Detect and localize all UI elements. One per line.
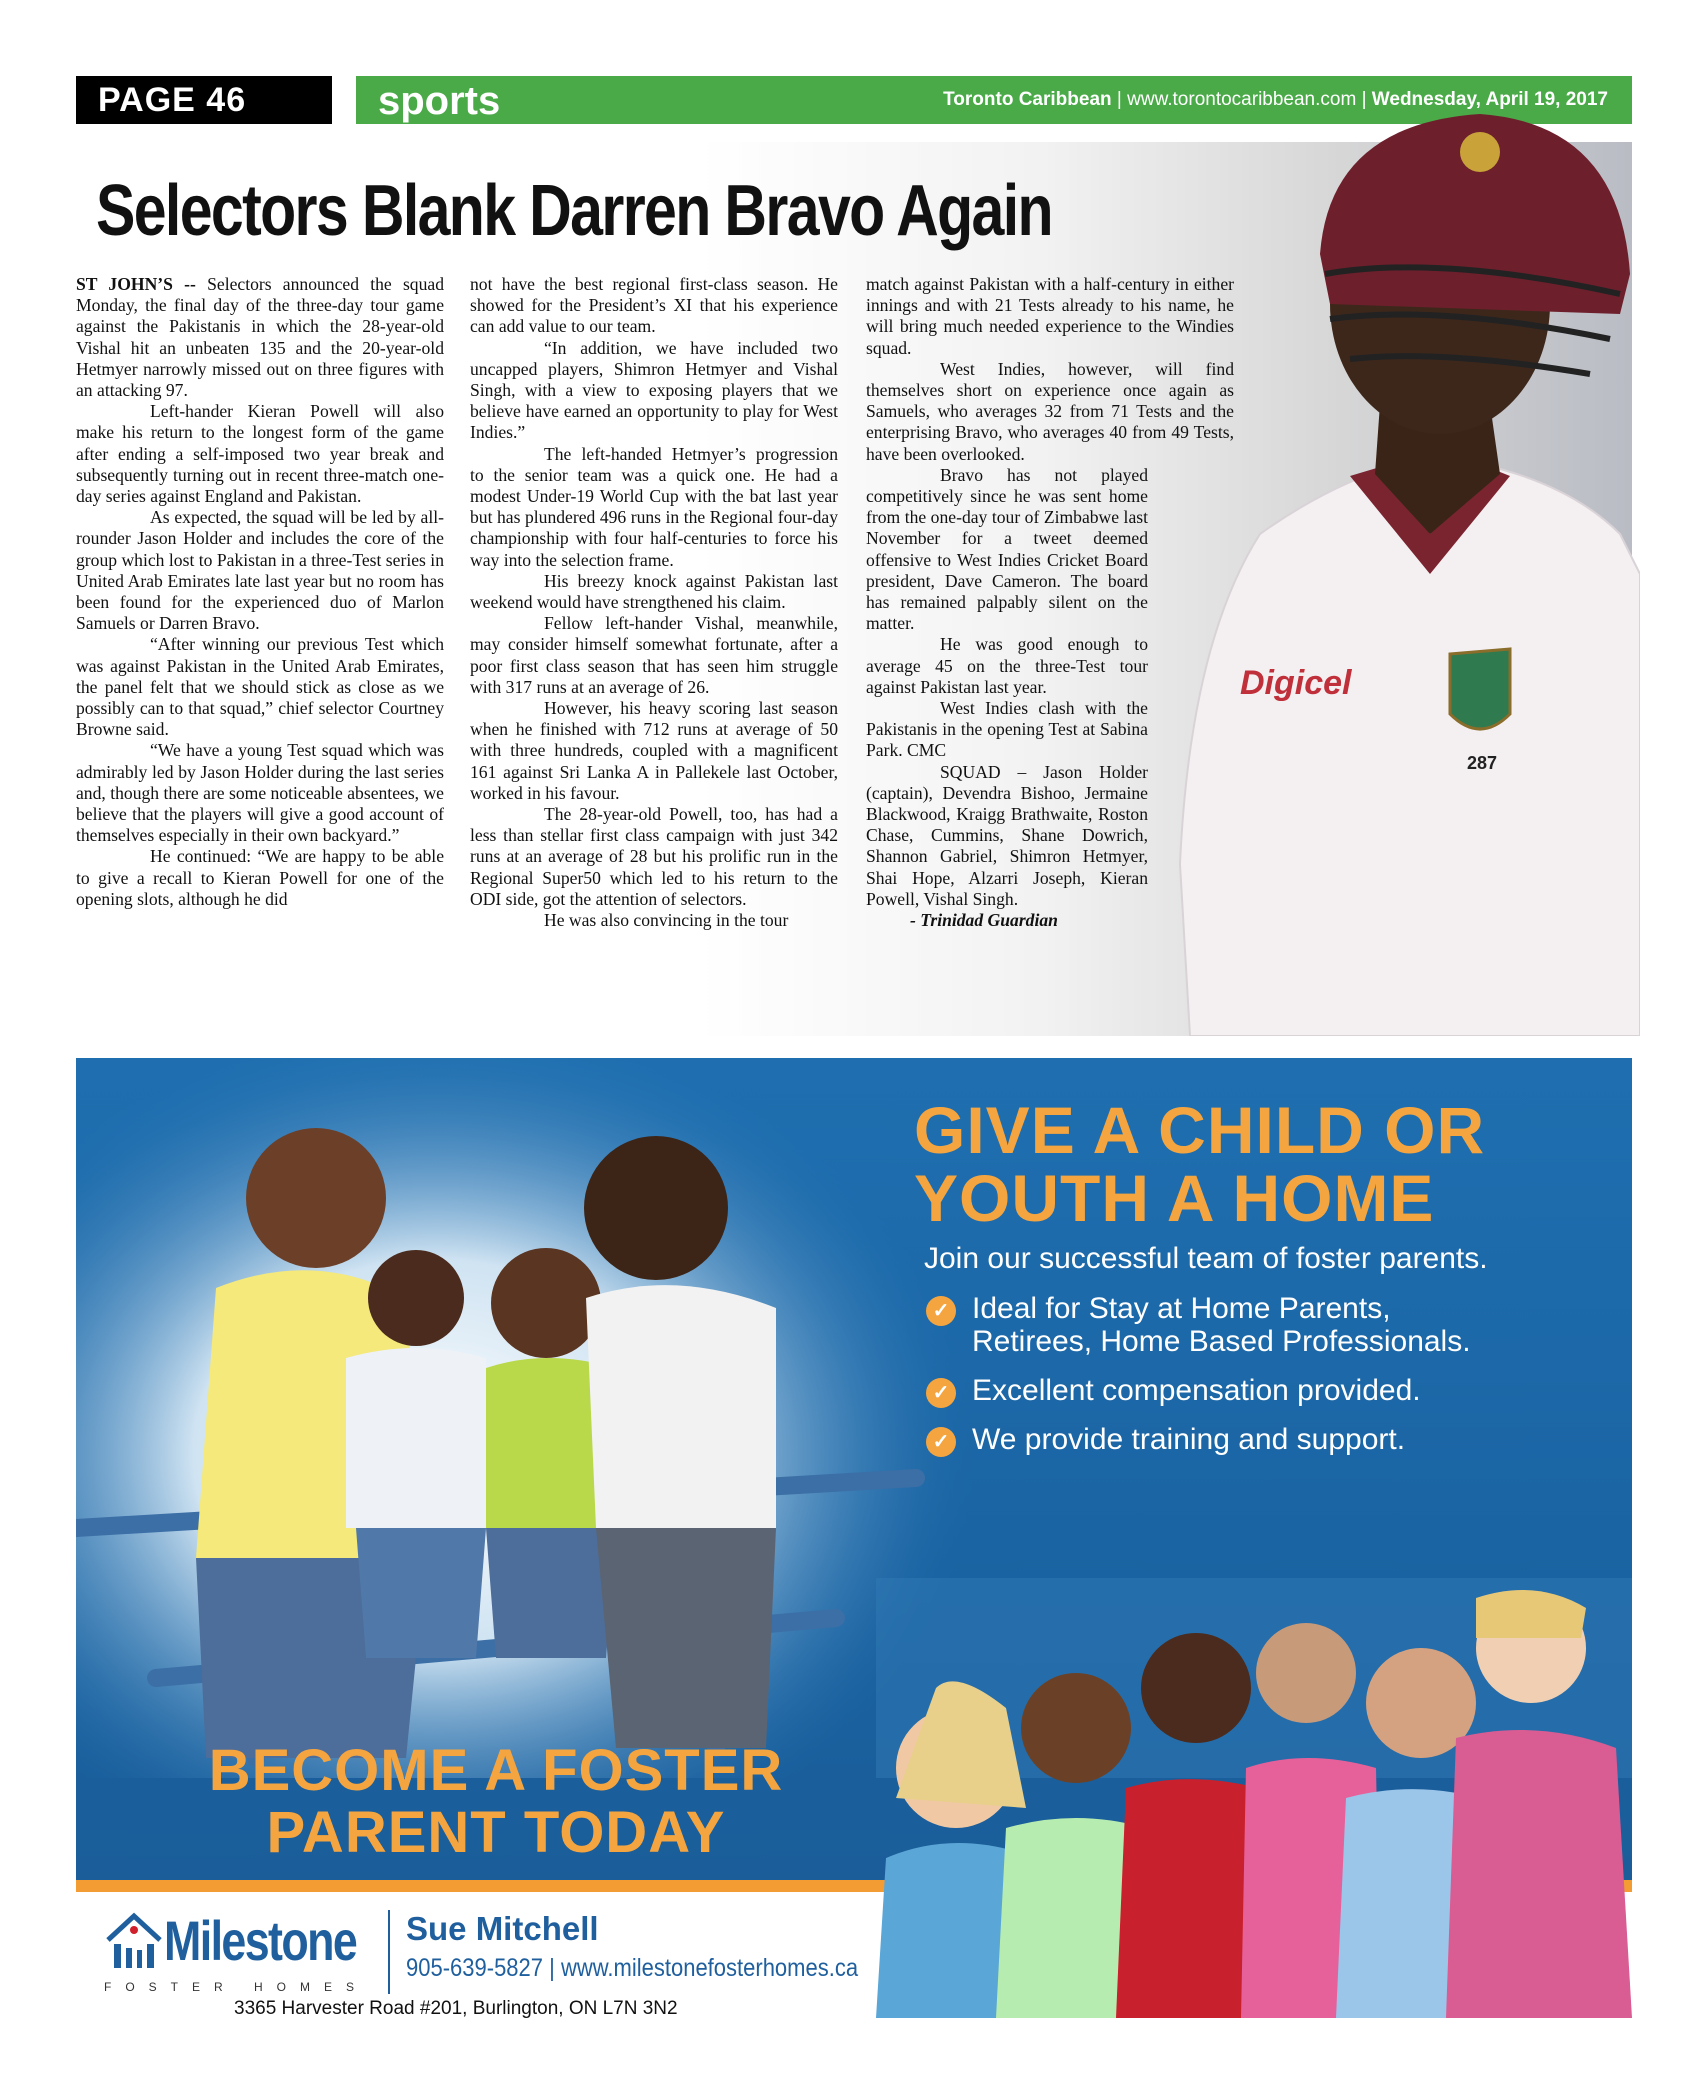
article-paragraph [76,274,444,401]
squad-list: SQUAD – Jason Holder (captain), Devendra Bishoo, Jermaine Blackwood, Kraigg Brathwaite, Roston Chase, Cummins, Shane Dowrich, Shannon Gabriel, Shimron Hetmyer, Shai Hope, Alzarri Joseph, Kieran Powell, Vishal Singh. [866,761,1148,909]
masthead: Toronto Caribbean | www.torontocaribbean.com | Wednesday, April 19, 2017 [943,89,1608,110]
publication-website[interactable]: www.torontocaribbean.com [1127,89,1357,110]
benefit-text: Retirees, Home Based Professionals. [972,1325,1471,1358]
contact-address: 3365 Harvester Road #201, Burlington, ON L7N 3N2 [234,1998,678,2018]
ad-intro: Join our successful team of foster parents. [924,1242,1488,1275]
article-paragraph: Fellow left-hander Vishal, meanwhile, may consider himself somewhat fortunate, after a poor first class season that has seen him struggle with 317 runs at an average of 26. [470,613,838,697]
benefit-text: Ideal for Stay at Home Parents, [972,1292,1391,1325]
boy-head [368,1250,464,1346]
article-column-3 [866,274,1234,931]
article-column-1 [76,274,444,910]
article-paragraph: not have the best regional first-class season. He showed for the President’s XI that his experience can add value to our team. [470,274,838,337]
article-paragraph: “In addition, we have included two uncapped players, Shimron Hetmyer and Vishal Singh, with a view to exposing players that we believe have earned an opportunity to play for West Indies.” [470,337,838,443]
check-icon: ✓ [926,1296,956,1326]
girl-head [491,1248,601,1358]
family-photo [76,1058,976,1778]
issue-date: Wednesday, April 19, 2017 [1371,89,1608,110]
dateline: ST JOHN’S -- [76,274,196,294]
benefit-item [926,1374,1471,1407]
boy-legs [356,1528,486,1658]
ad-call-to-action [106,1740,886,1864]
publication-name: Toronto Caribbean [943,89,1112,110]
article-paragraph: The 28-year-old Powell, too, has had a less than stellar first class campaign with just 342 runs at an average of 28 but his prolific run in the Regional Super50 which led to his return to the ODI side, got the attention of selectors. [470,804,838,909]
article-source: - Trinidad Guardian [910,910,1058,931]
contact-name: Sue Mitchell [406,1910,599,1947]
father-legs [596,1528,776,1748]
benefit-text: We provide training and support. [972,1423,1406,1456]
foster-parent-advertisement[interactable] [76,1058,1632,2018]
contact-phone[interactable]: 905-639-5827 [406,1954,544,1982]
father-head [584,1136,728,1280]
benefit-text: Excellent compensation provided. [972,1374,1421,1407]
article-paragraph: He continued: “We are happy to be able to give a recall to Kieran Powell for one of the opening slots, although he did [76,846,444,909]
article-paragraph: His breezy knock against Pakistan last weekend would have strengthened his claim. [470,570,838,613]
milestone-logo-text: Milestone [164,1909,357,1972]
article-paragraph: Bravo has not played competitively since he was sent home from the one-day tour of Zimbabwe last November for a tweet deemed offensive to West Indies Cricket Board president, Dave Cameron. The board has remained palpably silent on the matter. [866,464,1148,634]
girl-legs [486,1528,616,1658]
article-paragraph: As expected, the squad will be led by all-rounder Jason Holder and includes the core of the group which lost to Pakistan in a three-Test series in United Arab Emirates late last year but no room has been found for the experienced duo of Marlon Samuels or Darren Bravo. [76,507,444,634]
helmet-crest-icon [1460,132,1500,172]
shirt-sponsor: Digicel [1240,664,1352,702]
contact-line: 905-639-5827 | www.milestonefosterhomes.ca [406,1954,859,1982]
father-body [586,1285,776,1528]
milestone-logo-subtitle: FOSTER HOMES [104,1980,369,1994]
article-paragraph: West Indies clash with the Pakistanis in the opening Test at Sabina Park. CMC [866,698,1148,761]
article-paragraph: The left-handed Hetmyer’s progression to the senior team was a quick one. He had a modest Under-19 World Cup with the bat last year but has plundered 496 runs in the Regional four-day championship with four half-centuries to force his way into the selection frame. [470,443,838,570]
article-paragraph: “After winning our previous Test which was against Pakistan in the United Arab Emirates, the panel felt that we should stick as close as we possibly can to that squad,” chief selector Courtney Browne said. [76,634,444,740]
ad-heading-line: YOUTH A HOME [914,1161,1435,1235]
benefit-item [926,1292,1471,1358]
article-paragraph: He was also convincing in the tour [544,910,789,931]
mother-head [246,1128,386,1268]
logo-divider [388,1910,390,1994]
check-icon: ✓ [926,1427,956,1457]
article-paragraph: West Indies, however, will find themselves short on experience once again as Samuels, who averages 32 from 71 Tests and the enterprising Bravo, who averages 40 from 49 Tests, have been overlooked. [866,358,1234,464]
article-headline: Selectors Blank Darren Bravo Again [96,171,1052,251]
paragraph-text: Selectors announced the squad Monday, the final day of the three-day tour game against the Pakistanis in which the 28-year-old Vishal hit an unbeaten 135 and the 20-year-old Hetmyer narrowly missed out on three figures with an attacking 97. [76,274,444,401]
cta-line: PARENT TODAY [266,1800,726,1865]
article-paragraph: “We have a young Test squad which was admirably led by Jason Holder during the last series and, though there are some noticeable absentees, we believe that the players will give a good account of themselves especially in their own backyard.” [76,740,444,846]
article-column-2 [470,274,838,931]
milestone-logo-icon [104,1910,164,1976]
check-icon: ✓ [926,1378,956,1408]
contact-website[interactable]: www.milestonefosterhomes.ca [560,1954,859,1982]
cta-line: BECOME A FOSTER [208,1738,784,1803]
article-paragraph: He was good enough to average 45 on the three-Test tour against Pakistan last year. [866,634,1148,697]
children-group-photo [876,1578,1632,2018]
benefit-item [926,1423,1471,1456]
page-number-label: PAGE 46 [76,76,332,124]
ad-heading [914,1093,1486,1235]
windies-badge-icon [1450,649,1510,729]
article-paragraph: match against Pakistan with a half-century in either innings and with 21 Tests already to his name, he will bring much needed experience to the Windies squad. [866,274,1234,358]
player-shirt [1180,464,1640,1036]
article-paragraph: However, his heavy scoring last season when he finished with 712 runs at average of 50 with three hundreds, coupled with a magnificent 161 against Sri Lanka A in Pallekele last October, worked in his favour. [470,698,838,803]
ad-benefits-list [926,1292,1471,1472]
ad-heading-line: GIVE A CHILD OR [914,1093,1486,1167]
article-paragraph: Left-hander Kieran Powell will also make his return to the longest form of the game after ending a self-imposed two year break and subsequently turning out in recent three-match one-day series against England and Pakistan. [76,401,444,507]
section-name: sports [378,79,501,123]
shirt-number: 287 [1467,753,1498,773]
boy-body [346,1348,496,1528]
